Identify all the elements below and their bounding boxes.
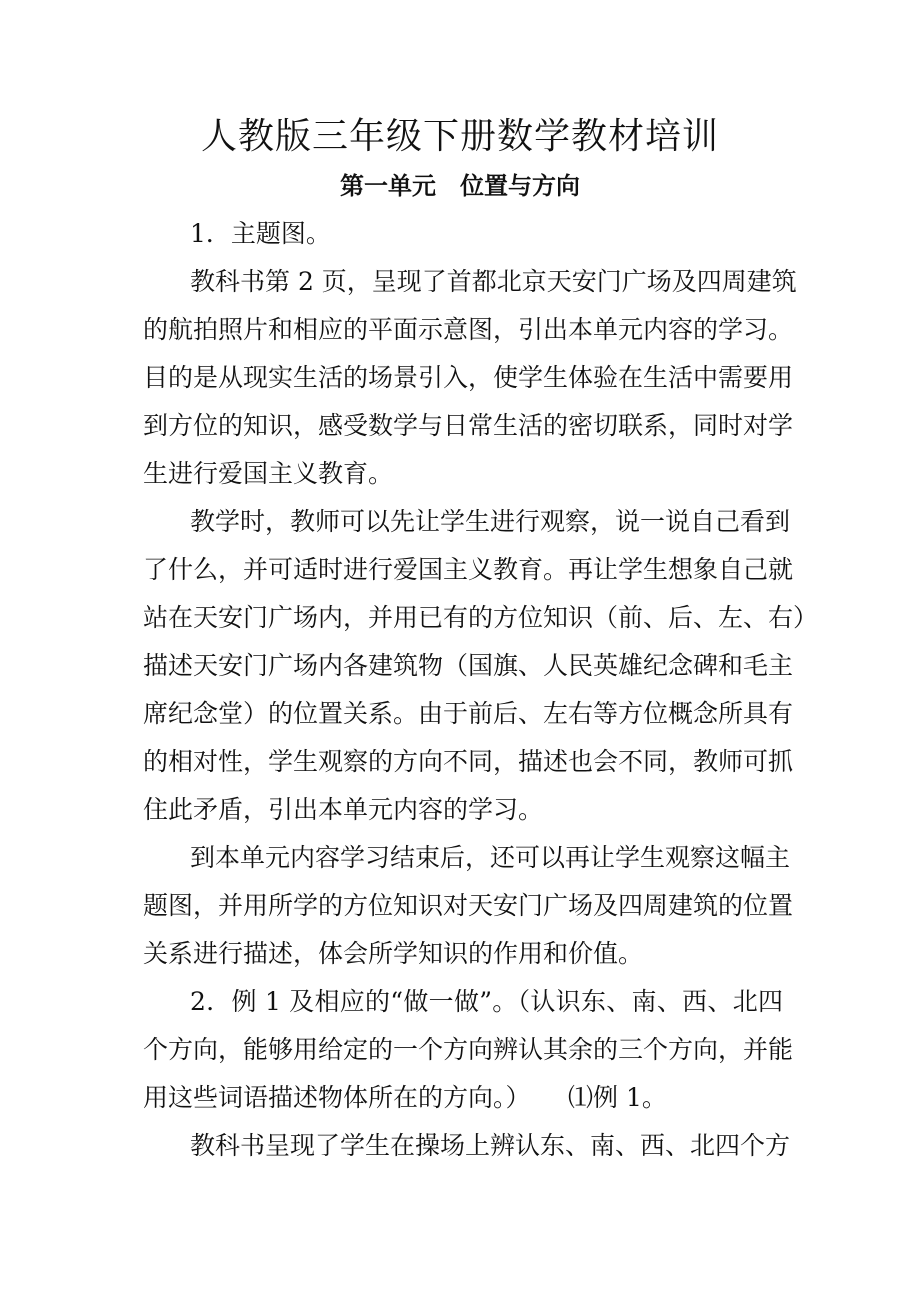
- paragraph-line: 生进行爱国主义教育。: [143, 459, 394, 488]
- paragraph-line: 用这些词语描述物体所在的方向。） ⑴例 1。: [143, 1083, 667, 1112]
- paragraph-line: 关系进行描述，体会所学知识的作用和价值。: [143, 939, 644, 968]
- section-heading: 第一单元 位置与方向: [340, 171, 580, 200]
- paragraph-line: 站在天安门广场内，并用已有的方位知识（前、后、左、右）: [143, 603, 819, 632]
- paragraph-line: 题图，并用所学的方位知识对天安门广场及四周建筑的位置: [143, 891, 794, 920]
- paragraph-line: 到本单元内容学习结束后，还可以再让学生观察这幅主: [190, 843, 791, 872]
- document-body: [143, 210, 819, 1170]
- document-title: 人教版三年级下册数学教材培训: [200, 116, 719, 157]
- paragraph-line: 1．主题图。: [190, 219, 331, 248]
- paragraph-line: 到方位的知识，感受数学与日常生活的密切联系，同时对学: [143, 411, 794, 440]
- paragraph-line: 教科书呈现了学生在操场上辨认东、南、西、北四个方: [190, 1131, 791, 1160]
- paragraph-line: 席纪念堂）的位置关系。由于前后、左右等方位概念所具有: [143, 699, 794, 728]
- paragraph-line: 教科书第 2 页，呈现了首都北京天安门广场及四周建筑: [190, 267, 797, 296]
- paragraph-line: 2．例 1 及相应的“做一做”。（认识东、南、西、北四: [190, 987, 783, 1016]
- paragraph-line: 的相对性，学生观察的方向不同，描述也会不同，教师可抓: [143, 747, 794, 776]
- paragraph-line: 描述天安门广场内各建筑物（国旗、人民英雄纪念碑和毛主: [143, 651, 794, 680]
- paragraph-line: 目的是从现实生活的场景引入，使学生体验在生活中需要用: [143, 363, 794, 392]
- paragraph-line: 了什么，并可适时进行爱国主义教育。再让学生想象自己就: [143, 555, 794, 584]
- paragraph-line: 住此矛盾，引出本单元内容的学习。: [143, 795, 544, 824]
- paragraph-line: 个方向，能够用给定的一个方向辨认其余的三个方向，并能: [143, 1035, 794, 1064]
- paragraph-line: 的航拍照片和相应的平面示意图，引出本单元内容的学习。: [143, 315, 794, 344]
- paragraph-line: 教学时，教师可以先让学生进行观察，说一说自己看到: [190, 507, 791, 536]
